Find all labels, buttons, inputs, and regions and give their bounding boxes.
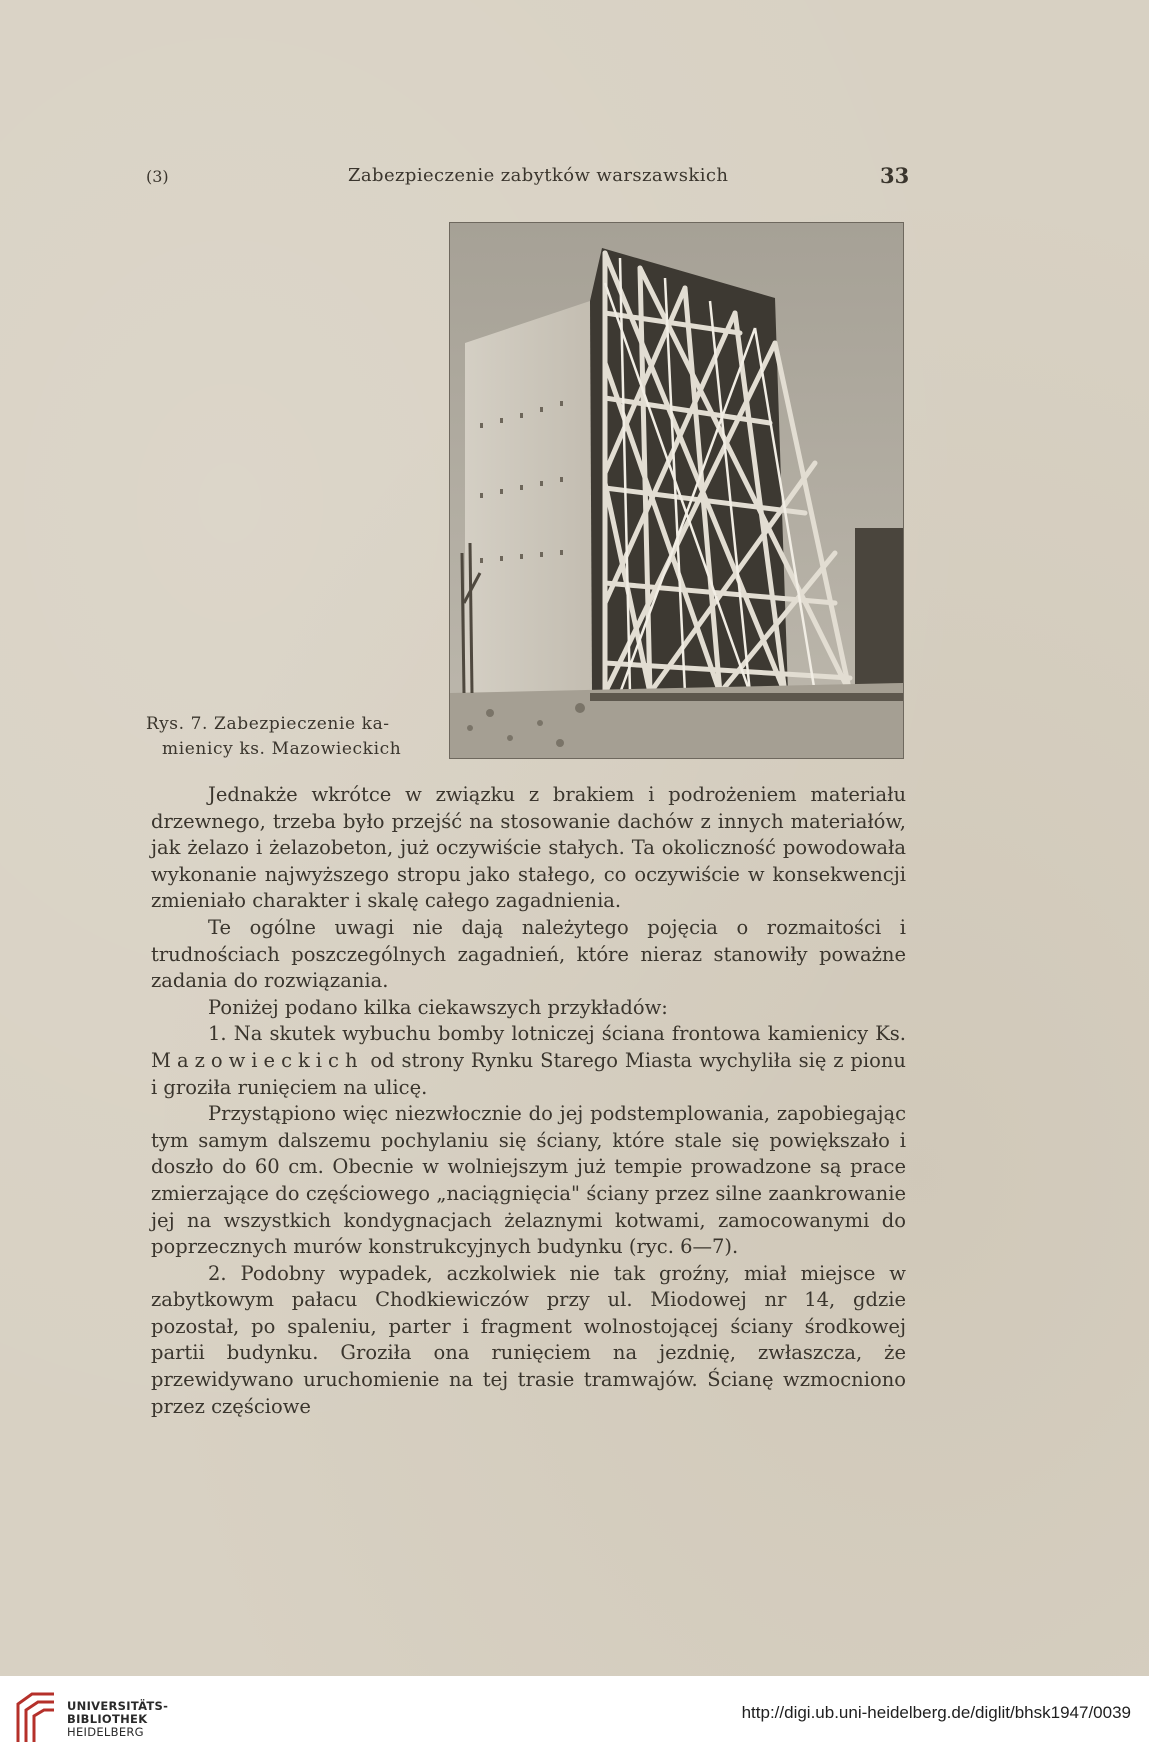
paragraph-2: Te ogólne uwagi nie dają należytego pojęcia o rozmaitości i trudnościach poszczególnych zagadnień, które nieraz stanowiły poważne zadania do rozwiązania. xyxy=(151,915,906,993)
running-header xyxy=(0,163,1149,193)
paragraph-4 xyxy=(151,1021,906,1101)
library-line-3: HEIDELBERG xyxy=(67,1725,144,1739)
paragraph-4-end: od strony Rynku Starego Miasta wychyliła się z pionu i groziła runięciem na ulicę. xyxy=(151,1048,906,1099)
paragraph-3: Poniżej podano kilka ciekawszych przykładów: xyxy=(208,995,668,1019)
page-number: 33 xyxy=(880,163,910,188)
library-line-2: BIBLIOTHEK xyxy=(67,1712,148,1726)
library-footer xyxy=(0,1676,1149,1760)
article-body xyxy=(151,782,906,1420)
spaced-name: Mazowieckich xyxy=(151,1048,364,1072)
paragraph-5: Przystąpiono więc niezwłocznie do jej podstemplowania, zapobiegając tym samym dalszemu pochylaniu się ściany, które stale się powiększało i doszło do 60 cm. Obecnie w wolniejszym już tempie prowadzone są prace zmierzające do częściowego „naciągnięcia" ściany przez silne zaankrowanie jej na wszystkich kondygnacjach żelaznymi kotwami, zamocowanymi do poprzecznych murów konstrukcyjnych budynku (ryc. 6—7). xyxy=(151,1102,906,1259)
library-line-1: UNIVERSITÄTS- xyxy=(67,1699,169,1713)
paragraph-4-start: 1. Na skutek wybuchu bomby lotniczej ściana frontowa kamienicy Ks. xyxy=(208,1022,906,1046)
photo-shoring-scaffold xyxy=(449,222,904,759)
caption-line-1: Rys. 7. Zabezpieczenie ka- xyxy=(146,714,390,734)
library-logo-icon xyxy=(14,1690,58,1746)
library-name xyxy=(67,1700,168,1739)
chapter-number: (3) xyxy=(146,167,169,186)
paragraph-1: Jednakże wkrótce w związku z brakiem i podrożeniem materiału drzewnego, trzeba było przejść na stosowanie dachów z innych materiałów, jak żelazo i żelazobeton, już oczywiście stałych. Ta okoliczność powodowała wykonanie najwyższego stropu jako stałego, co oczywiście w konsekwencji zmieniało charakter i skalę całego zagadnienia. xyxy=(151,783,906,913)
source-url-link[interactable]: http://digi.ub.uni-heidelberg.de/diglit/bhsk1947/0039 xyxy=(741,1703,1131,1722)
running-title: Zabezpieczenie zabytków warszawskich xyxy=(348,165,729,186)
figure-caption xyxy=(146,712,436,762)
caption-line-2: mienicy ks. Mazowieckich xyxy=(162,739,402,759)
paragraph-6: 2. Podobny wypadek, aczkolwiek nie tak groźny, miał miejsce w zabytkowym pałacu Chodkiewiczów przy ul. Miodowej nr 14, gdzie pozostał, po spaleniu, parter i fragment wolnostojącej ściany środkowej partii budynku. Groziła ona runięciem na jezdnię, zwłaszcza, że przewidywano uruchomienie na tej trasie tramwajów. Ścianę wzmocniono przez częściowe xyxy=(151,1261,906,1418)
